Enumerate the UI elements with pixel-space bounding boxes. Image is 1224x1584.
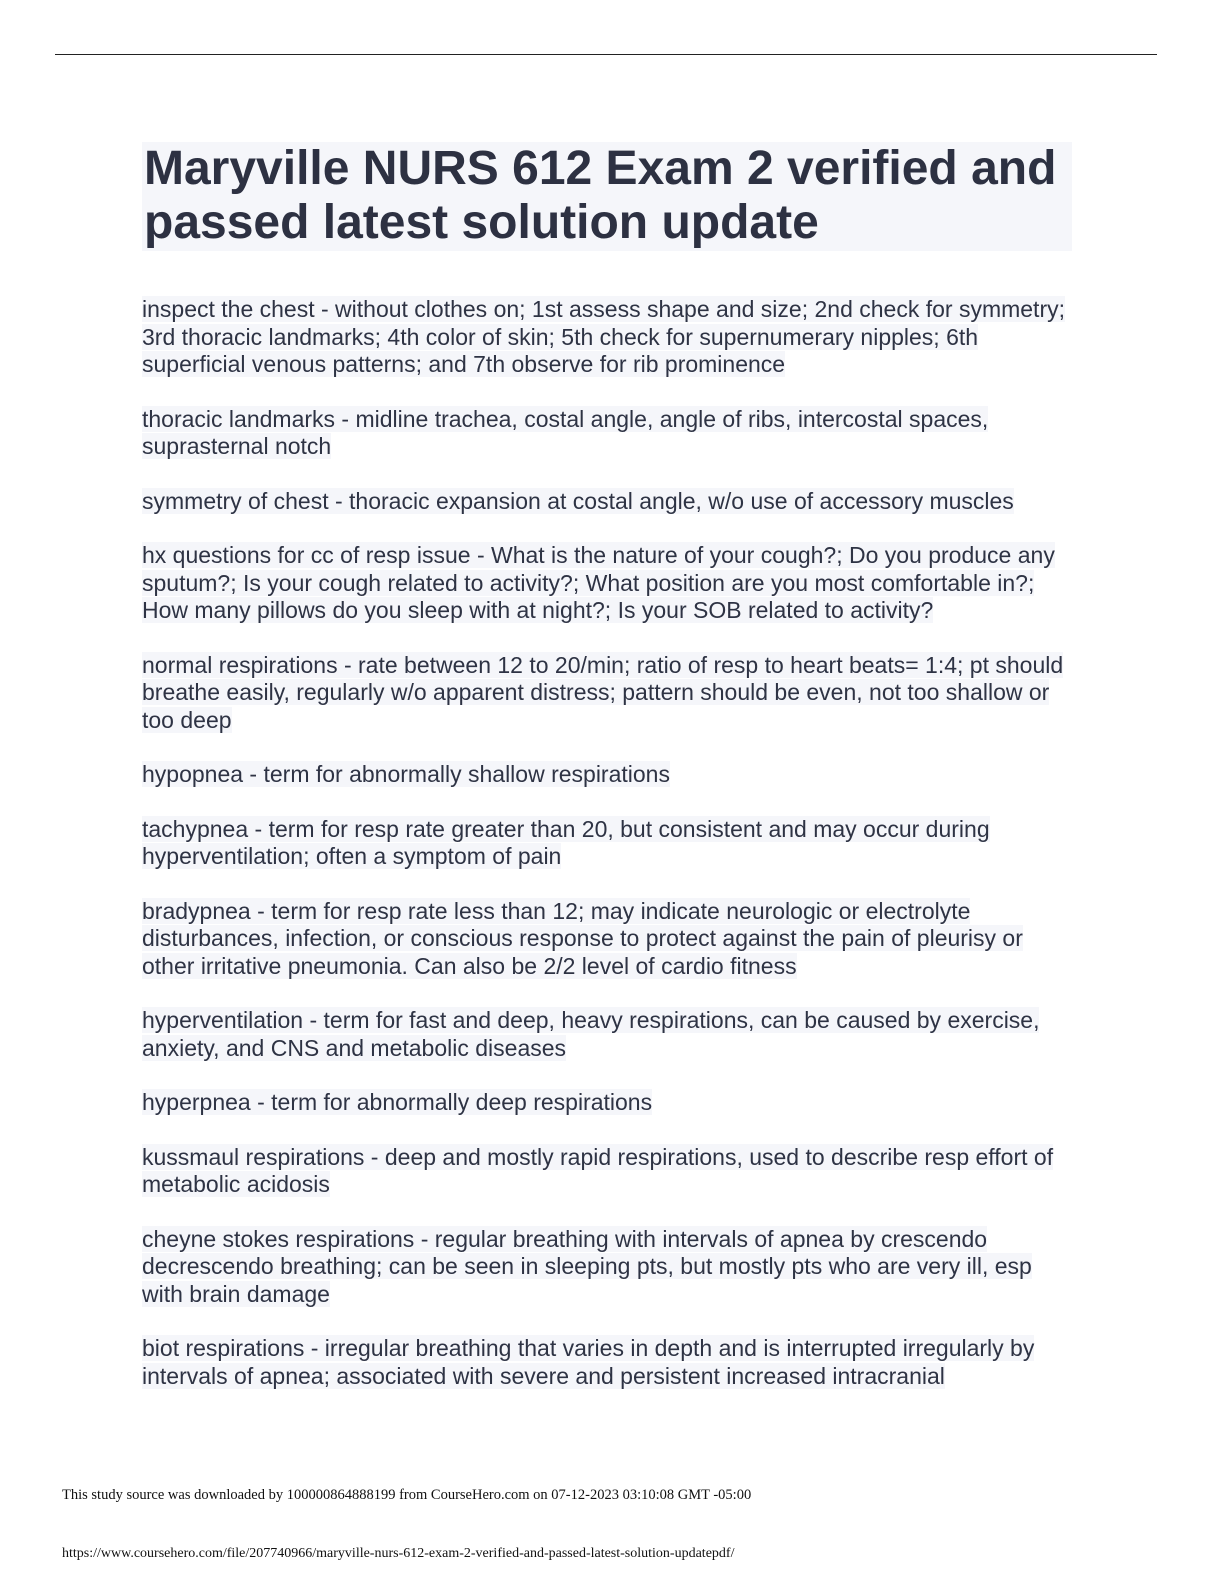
flashcard-entry <box>142 406 1072 461</box>
entry-text: symmetry of chest - thoracic expansion at costal angle, w/o use of accessory muscles <box>142 487 1014 514</box>
download-source-notice: This study source was downloaded by 100000864888199 from CourseHero.com on 07-12-2023 03:10:08 GMT -05:00 <box>62 1487 752 1503</box>
flashcard-entry <box>142 542 1072 625</box>
entry-text: normal respirations - rate between 12 to 20/min; ratio of resp to heart beats= 1:4; pt should breathe easily, regularly w/o apparent distress; pattern should be even, not too shallow or too deep <box>142 651 1064 733</box>
entry-text: thoracic landmarks - midline trachea, costal angle, angle of ribs, intercostal spaces, suprasternal notch <box>142 405 989 459</box>
entry-text: hyperventilation - term for fast and deep, heavy respirations, can be caused by exercise, anxiety, and CNS and metabolic diseases <box>142 1007 1040 1061</box>
flashcard-entry <box>142 1335 1072 1390</box>
entry-text: biot respirations - irregular breathing that varies in depth and is interrupted irregularly by intervals of apnea; associated with severe and persistent increased intracranial <box>142 1335 1035 1389</box>
entry-text: hyperpnea - term for abnormally deep respirations <box>142 1089 653 1115</box>
flashcard-entry <box>142 898 1072 981</box>
entry-text: hx questions for cc of resp issue - What is the nature of your cough?; Do you produce any sputum?; Is your cough related to activity?; What position are you most comfortable in?; How many pillows do you sleep with at night?; Is your SOB related to activity? <box>142 542 1055 623</box>
flashcard-entry <box>142 1226 1072 1309</box>
flashcard-entry <box>142 816 1072 871</box>
flashcard-list <box>142 296 1072 1417</box>
flashcard-entry <box>142 296 1072 379</box>
title-block <box>142 142 1072 251</box>
document-title: Maryville NURS 612 Exam 2 verified and passed latest solution update <box>144 142 1057 249</box>
flashcard-entry <box>142 488 1072 516</box>
flashcard-entry <box>142 652 1072 735</box>
flashcard-entry <box>142 761 1072 789</box>
entry-text: bradypnea - term for resp rate less than 12; may indicate neurologic or electrolyte disturbances, infection, or conscious response to protect against the pain of pleurisy or other irritative pneumonia. Can also be 2/2 level of cardio fitness <box>142 897 1023 979</box>
entry-text: cheyne stokes respirations - regular breathing with intervals of apnea by crescendo decrescendo breathing; can be seen in sleeping pts, but mostly pts who are very ill, esp with brain damage <box>142 1225 1032 1307</box>
entry-text: hypopnea - term for abnormally shallow respirations <box>142 761 670 787</box>
entry-text: kussmaul respirations - deep and mostly rapid respirations, used to describe resp effort of metabolic acidosis <box>142 1143 1054 1197</box>
entry-text: tachypnea - term for resp rate greater than 20, but consistent and may occur during hyperventilation; often a symptom of pain <box>142 815 990 869</box>
source-url[interactable]: https://www.coursehero.com/file/207740966/maryville-nurs-612-exam-2-verified-and-passed-latest-solution-updatepdf/ <box>62 1546 735 1561</box>
entry-text: inspect the chest - without clothes on; 1st assess shape and size; 2nd check for symmetry; 3rd thoracic landmarks; 4th color of skin; 5th check for supernumerary nipples; 6th superficial venous patterns; and 7th observe for rib prominence <box>142 296 1065 377</box>
flashcard-entry <box>142 1144 1072 1199</box>
flashcard-entry <box>142 1007 1072 1062</box>
flashcard-entry <box>142 1089 1072 1117</box>
header-divider <box>55 54 1157 55</box>
